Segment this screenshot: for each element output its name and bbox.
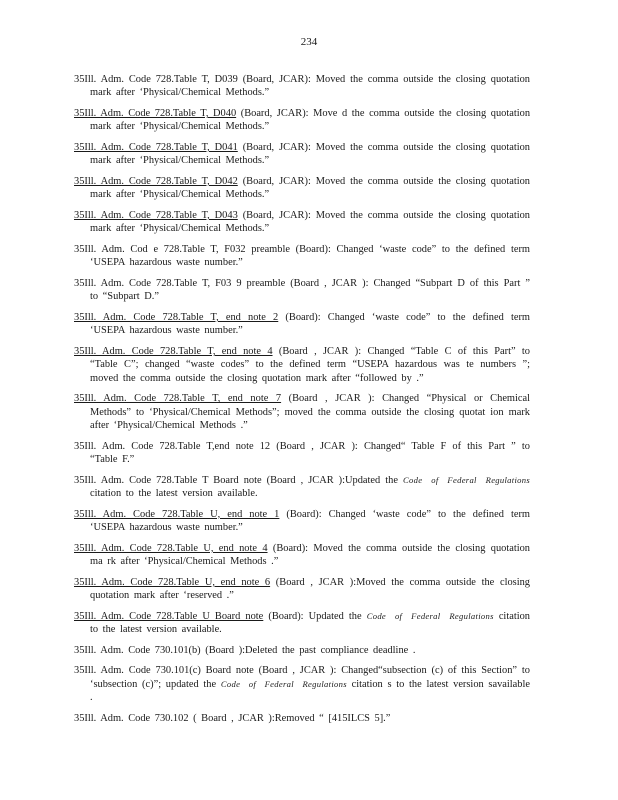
citation: 35Ill. Adm. Code 728.Table T, D040 <box>74 108 237 119</box>
entry-text: (Board , JCAR ): Changed“ Table F of this Part ” to “Table F.” <box>90 440 530 466</box>
citation: 35Ill. Adm. Code 728.Table T, end note 4 <box>74 346 273 357</box>
amendment-list <box>74 73 530 732</box>
citation: 35Ill. Adm. Code 728.Table T, F03 9 preamble <box>74 278 286 289</box>
amendment-entry <box>74 107 530 134</box>
amendment-entry <box>74 175 530 202</box>
page-number: 234 <box>300 36 318 48</box>
citation: 35Ill. Adm. Code 728.Table U, end note 6 <box>74 576 271 588</box>
amendment-entry <box>74 542 530 569</box>
citation: 35Ill. Adm. Code 730.101(b) <box>74 644 201 656</box>
entry-text: (Board, JCAR): Moved the comma outside the closing quotation mark after ‘Physical/Chemical Methods.” <box>90 210 530 235</box>
entry-text: citation s to the latest version savailable . <box>90 678 530 704</box>
entry-text: (Board): Changed ‘waste code” to the defined term ‘USEPA hazardous waste number.” <box>90 312 530 337</box>
citation: 35Ill. Adm. Code 728.Table T, end note 7 <box>74 393 282 405</box>
amendment-entry <box>74 440 530 467</box>
entry-text: (Board ):Deleted the past compliance deadline . <box>200 644 416 656</box>
cfr-title: Code of Federal Regulations <box>366 610 494 621</box>
amendment-entry <box>74 712 530 725</box>
entry-text: (Board, JCAR): Moved the comma outside the closing quotation mark after ‘Physical/Chemical Methods.” <box>90 176 530 201</box>
amendment-entry <box>74 508 530 535</box>
entry-text: (Board, JCAR): Move d the comma outside the closing quotation mark after ‘Physical/Chemical Methods.” <box>90 108 531 133</box>
amendment-entry <box>74 141 530 168</box>
citation: 35Ill. Adm. Cod e 728.Table T, F032 preamble <box>74 244 290 255</box>
citation: 35Ill. Adm. Code 728.Table U, end note 4 <box>74 542 268 554</box>
cfr-title: Code of Federal Regulations <box>403 474 530 485</box>
citation: 35Ill. Adm. Code 728.Table T, D041 <box>74 142 238 153</box>
amendment-entry <box>74 73 530 100</box>
citation: 35Ill. Adm. Code 728.Table T, end note 2 <box>74 312 279 323</box>
amendment-entry <box>74 311 530 338</box>
citation: 35Ill. Adm. Code 728.Table T, D043 <box>74 210 238 221</box>
citation: 35Ill. Adm. Code 728.Table U, end note 1 <box>74 508 280 520</box>
entry-text: (Board , JCAR ): Changed“subsection (c) of this Section” to ‘subsection (c)”; updated the <box>90 665 530 690</box>
amendment-entry <box>74 664 530 704</box>
amendment-entry <box>74 243 530 270</box>
cfr-title: Code of Federal Regulations <box>220 678 347 689</box>
entry-text: (Board): Moved the comma outside the closing quotation ma rk after ‘Physical/Chemical Methods .” <box>90 542 531 568</box>
entry-text: (Board , JCAR ): Changed “Subpart D of this Part ” to “Subpart D.” <box>90 278 530 303</box>
amendment-entry <box>74 610 530 637</box>
entry-text: (Board , JCAR ):Updated the <box>261 474 404 486</box>
citation: 35Ill. Adm. Code 728.Table U Board note <box>74 610 264 622</box>
entry-text: (Board, JCAR): Moved the comma outside the closing quotation mark after ‘Physical/Chemical Methods.” <box>90 142 530 167</box>
entry-text: (Board): Changed ‘waste code” to the defined term ‘USEPA hazardous waste number.” <box>90 244 530 269</box>
citation: 35Ill. Adm. Code 728.Table T,end note 12 <box>74 440 271 452</box>
entry-text: (Board , JCAR ): Changed “Table C of this Part” to “Table C”; changed “waste codes” to the defined term “USEPA hazardous was te numbers ”; moved the comma outside the closing quotation mark after “followed by .” <box>90 346 530 384</box>
amendment-entry <box>74 392 530 432</box>
citation: 35Ill. Adm. Code 730.101(c) Board note <box>74 665 254 677</box>
citation: 35Ill. Adm. Code 728.Table T, D039 <box>74 74 238 85</box>
citation: 35Ill. Adm. Code 728.Table T, D042 <box>74 176 238 187</box>
amendment-entry <box>74 277 530 304</box>
amendment-entry <box>74 576 530 603</box>
citation: 35Ill. Adm. Code 728.Table T Board note <box>74 474 262 486</box>
amendment-entry <box>74 209 530 236</box>
entry-text: (Board , JCAR ): Changed “Physical or Chemical Methods” to ‘Physical/Chemical Methods”; moved the comma outside the closing quotat ion mark after ‘Physical/Chemical Methods .” <box>90 393 531 432</box>
entry-text: ( Board , JCAR ):Removed “ [415ILCS 5].” <box>188 712 391 724</box>
entry-text: citation to the latest version available. <box>90 488 258 500</box>
entry-text: (Board , JCAR ):Moved the comma outside the closing quotation mark after ‘reserved .” <box>90 576 530 602</box>
entry-text: (Board): Changed ‘waste code” to the defined term ‘USEPA hazardous waste number.” <box>90 508 530 534</box>
amendment-entry <box>74 644 530 657</box>
citation: 35Ill. Adm. Code 730.102 <box>74 712 189 724</box>
entry-text: (Board): Updated the <box>263 610 367 622</box>
amendment-entry <box>74 345 530 385</box>
entry-text: (Board, JCAR): Moved the comma outside the closing quotation mark after ‘Physical/Chemical Methods.” <box>90 74 530 99</box>
entry-text: citation to the latest version available. <box>90 610 530 636</box>
amendment-entry <box>74 474 530 501</box>
